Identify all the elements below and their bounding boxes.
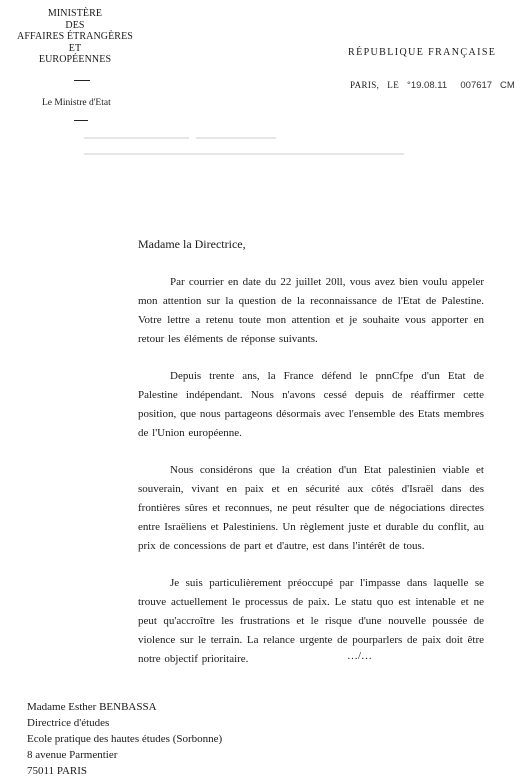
reference-number: 007617 (460, 80, 493, 91)
ministry-line: AFFAIRES ÉTRANGÈRES (17, 31, 133, 42)
letter-paragraph: Depuis trente ans, la France défend le pnnCfpe d'un Etat de Palestine indépendant. Nous n'avons cessé depuis de réaffirmer cette position, que nous partageons désormais avec l'ensemble des Etats membres de l'Union européenne. (138, 370, 484, 439)
address-line: Madame Esther BENBASSA (27, 701, 157, 713)
letter-paragraph: Nous considérons que la création d'un Etat palestinien viable et souverain, vivant en paix et en sécurité aux côtés d'Israël dans des frontières sûres et reconnues, ne peut résulter que de négociations directes entre Israëliens et Palestiniens. Un règlement juste et durable du conflit, au prix de concessions de part et d'autre, est dans l'intérêt de tous. (138, 464, 484, 552)
faded-text (196, 137, 276, 139)
le-label: LE (387, 80, 400, 90)
letter-paragraph: Je suis particulièrement préoccupé par l'impasse dans laquelle se trouve actuellement le processus de paix. Le statu quo est intenable et ne peut qu'accroître les frustrations et le risque d'une nouvelle poussée de violence sur le terrain. La relance urgente de pourparlers de paix doit être notre objectif prioritaire. (138, 577, 484, 665)
letterhead-divider (74, 80, 90, 81)
ministry-line: ET (68, 42, 82, 54)
continuation-mark: …/… (347, 650, 373, 662)
place-label: PARIS, (350, 80, 380, 90)
ministry-line: DES (65, 19, 85, 31)
ministry-letterhead (0, 8, 150, 66)
faded-text (84, 137, 189, 139)
address-line: Directrice d'études (27, 717, 110, 729)
address-line: 8 avenue Parmentier (27, 749, 118, 761)
letter-paragraph: Par courrier en date du 22 juillet 20ll, vous avez bien voulu appeler mon attention sur la question de la reconnaissance de l'Etat de Palestine. Votre lettre a retenu toute mon attention et je souhaite vous apporter en retour les éléments de réponse suivants. (138, 276, 484, 345)
letter-greeting: Madame la Directrice, (138, 237, 246, 251)
reference-suffix: CM (500, 80, 515, 91)
faded-text (84, 153, 404, 155)
minister-title: Le Ministre d'Etat (42, 98, 111, 108)
recipient-address (27, 699, 222, 779)
address-line: 75011 PARIS (27, 765, 88, 777)
letter-body (138, 273, 484, 687)
letterhead-divider (74, 120, 88, 121)
republic-heading: RÉPUBLIQUE FRANÇAISE (348, 47, 497, 58)
date-stamp: °19.08.11 (407, 80, 448, 91)
address-line: Ecole pratique des hautes études (Sorbonne) (27, 733, 223, 745)
ministry-line: EUROPÉENNES (38, 54, 112, 65)
ministry-line: MINISTÈRE (47, 8, 103, 19)
dateline (350, 80, 515, 91)
